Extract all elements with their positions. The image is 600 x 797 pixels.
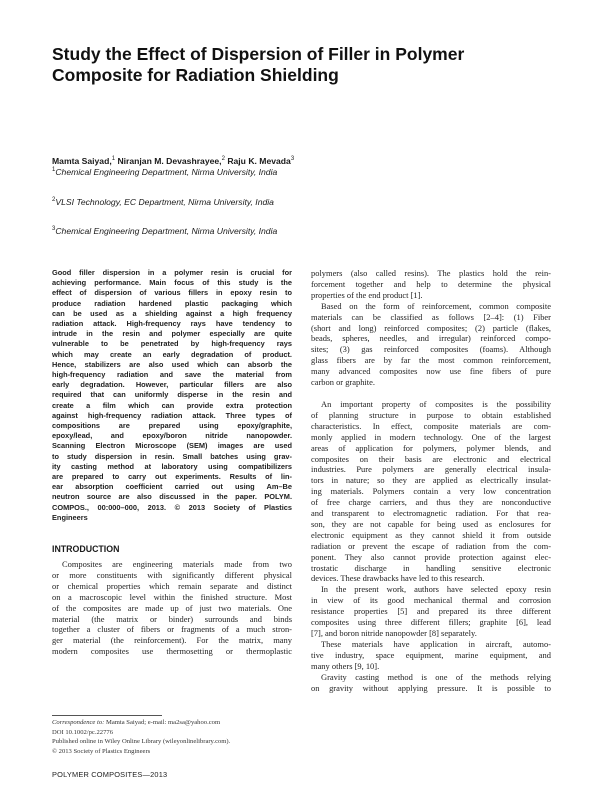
- text-line: material (the matrix or binder) surrounds and binds: [52, 613, 292, 624]
- text-line: ponent. They also cannot provide protection against elec-: [311, 551, 551, 562]
- text-line: materials can be classified as follows [2–4]: (1) Fiber: [311, 311, 551, 322]
- text-line: electronic equipment as they cannot shield it from outside: [311, 529, 551, 540]
- text-line: ing materials. Polymers contain a very low concentration: [311, 486, 551, 497]
- text-line: ear absorption coefficient carried out using Am–Be: [52, 482, 292, 492]
- footnote-divider: [52, 715, 162, 716]
- text-line: sites; (3) gas reinforced composites (foams). Although: [311, 344, 551, 355]
- paragraph: [311, 584, 551, 639]
- text-line: monly applied in modern technology. One of the largest: [311, 431, 551, 442]
- text-line: epoxy/lead, and epoxy/boron nitride nanopowder.: [52, 431, 292, 441]
- text-line: intrude in the resin and polymer especially are quite: [52, 329, 292, 339]
- affiliation: [52, 224, 277, 237]
- affiliation: [52, 165, 277, 178]
- author-name: Raju K. Mevada: [227, 155, 291, 166]
- text-line: neutron source are also discussed in the paper. POLYM.: [52, 492, 292, 502]
- text-line: polymers (also called resins). The plastics hold the rein-: [311, 268, 551, 278]
- text-line: high-frequency radiation and save the material from: [52, 370, 292, 380]
- correspondence-line: [52, 718, 312, 728]
- text-line: areas of application for polymers, polymer blends, and: [311, 442, 551, 453]
- author-sup: 2: [221, 156, 225, 162]
- text-line: to study dispersion in resin. Small batches using grav-: [52, 451, 292, 461]
- text-line: many advanced composites now use fine fibers of pure: [311, 366, 551, 377]
- author-name: Mamta Saiyad,: [52, 155, 112, 166]
- text-line: compositions are prepared using epoxy/graphite,: [52, 421, 292, 431]
- paragraph: [311, 268, 551, 301]
- text-line: These materials have application in aircraft, automo-: [321, 638, 551, 649]
- affiliation-text: Chemical Engineering Department, Nirma University, India: [55, 166, 278, 177]
- text-line: In the present work, authors have selected epoxy resin: [321, 584, 551, 595]
- text-line: beads, spheres, needles, and irregular) reinforced compo-: [311, 333, 551, 344]
- affiliation-sup: 1: [52, 167, 56, 173]
- published-online: Published online in Wiley Online Library (wileyonlinelibrary.com).: [52, 738, 231, 746]
- text-line: radiation or prevent the escape of radiation from the com-: [311, 540, 551, 551]
- author-block: [52, 154, 552, 236]
- text-line: achieving performance. Main focus of this study is the: [52, 278, 292, 288]
- text-line: of planning structure in purpose to obtain established: [311, 409, 551, 420]
- text-line: ger material (the reinforcement). For the matrix, many: [52, 635, 292, 646]
- correspondence-label: Correspondence to:: [52, 719, 105, 726]
- text-line: Gravity casting method is one of the methods relying: [321, 671, 551, 682]
- affiliation: [52, 195, 274, 208]
- text-line: effect of dispersion of various fillers in epoxy resin to: [52, 288, 292, 298]
- title-line-1: Study the Effect of Dispersion of Filler in Polymer: [52, 44, 465, 64]
- text-line: can be used as a shielding against a high frequency: [52, 308, 292, 318]
- paragraph: [311, 301, 551, 388]
- text-line: together a cluster of fibers or fragments of a much stron-: [52, 624, 292, 635]
- text-line: Based on the form of reinforcement, common composite: [321, 300, 551, 311]
- text-line: Good filler dispersion in a polymer resin is crucial for: [52, 268, 292, 277]
- text-line: glass fibers are by far the most common reinforcement,: [311, 355, 551, 366]
- text-line: properties of the end product [1].: [311, 289, 423, 300]
- abstract: [52, 268, 292, 523]
- text-line: tors in nature; so they are applied as electrically insulat-: [311, 475, 551, 486]
- text-line: in view of its good mechanical thermal and corrosion: [311, 595, 551, 606]
- author-name: Niranjan M. Devashrayee,: [117, 155, 222, 166]
- affiliation-text: Chemical Engineering Department, Nirma University, India: [55, 225, 278, 236]
- text-line: An important property of composites is the possibility: [321, 398, 551, 409]
- text-line: on gravity without applying pressure. It is possible to: [311, 682, 551, 693]
- running-footer: POLYMER COMPOSITES—2013: [52, 770, 168, 779]
- text-line: early degradation. However, particular fillers are also: [52, 380, 292, 390]
- text-line: many others [9, 10].: [311, 660, 380, 671]
- text-line: vulnerable to be penetrated by high-frequency rays: [52, 339, 292, 349]
- doi: DOI 10.1002/pc.22776: [52, 728, 113, 736]
- text-line: create a film which can provide extra protection: [52, 400, 292, 410]
- footnotes: [52, 718, 312, 756]
- text-line: trostatic discharge in handling sensitive electronic: [311, 562, 551, 573]
- correspondence-text: Mamta Saiyad; e-mail: ma2sa@yahoo.com: [105, 719, 221, 726]
- text-line: Engineers: [52, 512, 88, 522]
- text-line: resistance properties [5] and prepared its three different: [311, 606, 551, 617]
- text-line: which may create an early degradation of product.: [52, 349, 292, 359]
- title-line-2: Composite for Radiation Shielding: [52, 65, 339, 85]
- author-sup: 1: [111, 156, 116, 162]
- text-line: composites using three different fillers; graphite [6], lead: [311, 617, 551, 628]
- text-line: [7], and boron nitride nanopowder [8] separately.: [311, 628, 477, 638]
- paragraph: [311, 639, 551, 672]
- text-line: COMPOS., 00:000–000, 2013. © 2013 Society of Plastics: [52, 502, 292, 512]
- copyright: © 2013 Society of Plastics Engineers: [52, 747, 151, 755]
- text-line: or more constituents with significantly different physical: [52, 569, 292, 580]
- text-line: industries. Pure polymers are generally electrical insula-: [311, 464, 551, 475]
- text-line: Scanning Electron Microscope (SEM) images are used: [52, 441, 292, 451]
- paragraph-gap: [311, 388, 551, 399]
- affiliation-sup: 3: [52, 226, 56, 232]
- text-line: of the composites are made up of just two materials. One: [52, 602, 292, 613]
- text-line: composites on their basis are electronic and electrical: [311, 453, 551, 464]
- right-column-text: [311, 268, 551, 693]
- text-line: radiation attack. High-frequency rays have tendency to: [52, 319, 292, 329]
- paragraph: [311, 672, 551, 694]
- text-line: required that can uniformly disperse in the resin and: [52, 390, 292, 400]
- text-line: carbon or graphite.: [311, 377, 375, 388]
- text-line: (short and long) reinforced composites; (2) particle (flakes,: [311, 322, 551, 333]
- text-line: son, they are not capable for being used as enclosures for: [311, 518, 551, 529]
- text-line: against high-frequency radiation attack. Three types of: [52, 410, 292, 420]
- text-line: forcement together and help to determine the physical: [311, 278, 551, 289]
- affiliation-sup: 2: [52, 197, 56, 203]
- text-line: modern composites use thermosetting or thermoplastic: [52, 646, 292, 657]
- paragraph: [311, 399, 551, 584]
- author-sup: 3: [290, 156, 295, 162]
- text-line: produce radiation hardened plastic packaging which: [52, 298, 292, 308]
- text-line: Hence, stabilizers are also used which can absorb the: [52, 359, 292, 369]
- text-line: Composites are engineering materials made from two: [62, 559, 292, 569]
- text-line: or chemical properties which remain separate and distinct: [52, 580, 292, 591]
- text-line: tive industry, space equipment, marine equipment, and: [311, 649, 551, 660]
- affiliation-text: VLSI Technology, EC Department, Nirma University, India: [55, 196, 274, 207]
- introduction-text: [52, 559, 292, 657]
- section-heading-introduction: INTRODUCTION: [52, 544, 120, 554]
- article-title: [52, 44, 522, 86]
- text-line: characteristics. In effect, composite materials are com-: [311, 420, 551, 431]
- text-line: ity casting method at laboratory using compatibilizers: [52, 461, 292, 471]
- text-line: are prepared to carry out experiments. Results of lin-: [52, 472, 292, 482]
- text-line: devices. These drawbacks have led to this research.: [311, 573, 485, 584]
- text-line: on a macroscopic level within the finished structure. Most: [52, 591, 292, 602]
- text-line: of free charge carriers, and thus they are nonconductive: [311, 497, 551, 508]
- text-line: and transparent to electromagnetic radiation. For that rea-: [311, 508, 551, 519]
